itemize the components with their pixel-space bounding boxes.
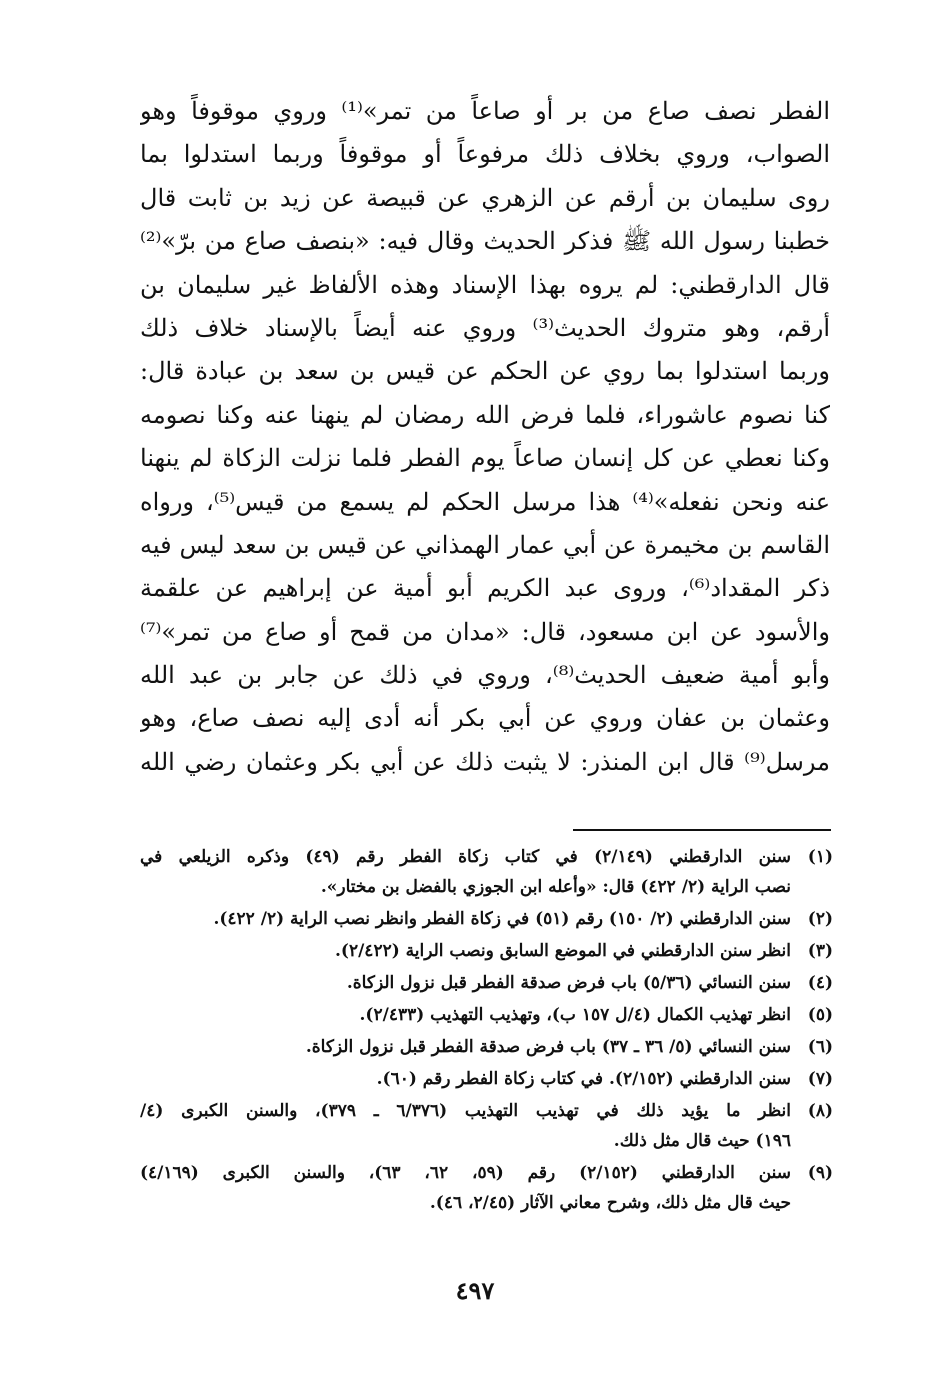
main-text	[140, 90, 830, 784]
text-line: ذكر المقداد⁽⁶⁾، وروى عبد الكريم أبو أمية عن إبراهيم عن علقمة	[140, 574, 830, 603]
footnote-number: (٩)	[807, 1163, 833, 1183]
footnote	[140, 1032, 833, 1062]
footnote-line: سنن الدارقطني (٢/ ١٥٠) رقم (٥١) في زكاة الفطر وانظر نصب الراية (٢/ ٤٢٢).	[213, 909, 791, 929]
footnote	[140, 968, 833, 998]
footnote-number: (٤)	[807, 973, 833, 993]
footnote-number: (٨)	[807, 1101, 833, 1121]
text-line: روى سليمان بن أرقم عن الزهري عن قبيصة عن زيد بن ثابت قال	[140, 183, 830, 212]
footnote-line: انظر ما يؤيد ذلك في تهذيب التهذيب (٦/٣٧٦ ـ ٣٧٩)، والسنن الكبرى (٤/	[140, 1101, 791, 1121]
text-line: عنه ونحن نفعله»⁽⁴⁾ هذا مرسل الحكم لم يسمع من قيس⁽⁵⁾، ورواه	[140, 487, 830, 516]
footnote-number: (٧)	[807, 1069, 833, 1089]
text-line: الصواب، وروي بخلاف ذلك مرفوعاً أو موقوفاً وربما استدلوا بما	[140, 140, 830, 169]
footnote	[140, 1158, 833, 1218]
footnote	[140, 1064, 833, 1094]
footnote	[140, 936, 833, 966]
footnote-line: انظر سنن الدارقطني في الموضع السابق ونصب الراية (٢/٤٢٢).	[335, 941, 791, 961]
text-line: وربما استدلوا بما روي عن الحكم عن قيس بن سعد بن عبادة قال:	[140, 357, 830, 386]
text-line: وعثمان بن عفان وروي عن أبي بكر أنه أدى إليه نصف صاع، وهو	[140, 704, 830, 733]
text-line: وكنا نعطي عن كل إنسان صاعاً يوم الفطر فلما نزلت الزكاة لم ينهنا	[140, 444, 830, 473]
footnote-line: سنن النسائي (٥/٣٦) باب فرض صدقة الفطر قبل نزول الزكاة.	[346, 973, 791, 993]
text-line: قال الدارقطني: لم يروه بهذا الإسناد وهذه الألفاظ غير سليمان بن	[140, 270, 830, 299]
footnote-number: (٣)	[807, 941, 833, 961]
text-line: الفطر نصف صاع من بر أو صاعاً من تمر»⁽¹⁾ وروي موقوفاً وهو	[140, 97, 830, 125]
footnote-separator	[573, 829, 831, 831]
footnote-line: ١٩٦) حيث قال مثل ذلك.	[613, 1131, 791, 1151]
footnote-line: حيث قال مثل ذلك، وشرح معاني الآثار (٢/٤٥، ٤٦).	[429, 1193, 791, 1213]
text-line: كنا نصوم عاشوراء، فلما فرض الله رمضان لم ينهنا عنه وكنا نصومه	[140, 400, 830, 429]
footnote-number: (٥)	[807, 1005, 833, 1025]
text-line: والأسود عن ابن مسعود، قال: «مدان من قمح أو صاع من تمر»⁽⁷⁾	[140, 617, 830, 646]
text-line: القاسم بن مخيمرة عن أبي عمار الهمذاني عن قيس بن سعد ليس فيه	[140, 530, 830, 559]
footnote-number: (٢)	[807, 909, 833, 929]
text-line: أرقم، وهو متروك الحديث⁽³⁾ وروي عنه أيضاً بالإسناد خلاف ذلك	[140, 313, 830, 342]
footnote-number: (٦)	[807, 1037, 833, 1057]
footnote	[140, 1096, 833, 1156]
footnote-line: سنن الدارقطني (٢/١٥٢) رقم (٥٩، ٦٢، ٦٣)، والسنن الكبرى (٤/١٦٩)	[140, 1163, 791, 1183]
footnote-number: (١)	[807, 847, 833, 867]
page-number: ٤٩٧	[455, 1276, 495, 1305]
footnote-line: سنن الدارقطني (٢/١٥٢). في كتاب زكاة الفطر رقم (٦٠).	[376, 1069, 791, 1089]
text-line: وأبو أمية ضعيف الحديث⁽⁸⁾، وروي في ذلك عن جابر بن عبد الله	[140, 661, 830, 690]
footnote-line: سنن الدارقطني (٢/١٤٩) في كتاب زكاة الفطر رقم (٤٩) وذكره الزيلعي في	[140, 847, 791, 867]
footnote	[140, 1000, 833, 1030]
text-line: خطبنا رسول الله ﷺ فذكر الحديث وقال فيه: «بنصف صاع من برّ»⁽²⁾	[140, 227, 830, 256]
footnote-line: انظر تهذيب الكمال (٤/ل ١٥٧ ب)، وتهذيب التهذيب (٢/٤٣٣).	[359, 1005, 791, 1025]
footnote	[140, 842, 833, 902]
footnote-line: سنن النسائي (٥/ ٣٦ ـ ٣٧) باب فرض صدقة الفطر قبل نزول الزكاة.	[305, 1037, 791, 1057]
footnotes	[140, 842, 833, 1220]
footnote-line: نصب الراية (٢/ ٤٢٢) قال: «وأعله ابن الجوزي بالفضل بن مختار».	[320, 877, 791, 897]
footnote	[140, 904, 833, 934]
text-line: مرسل⁽⁹⁾ قال ابن المنذر: لا يثبت ذلك عن أبي بكر وعثمان رضي الله	[140, 747, 830, 776]
